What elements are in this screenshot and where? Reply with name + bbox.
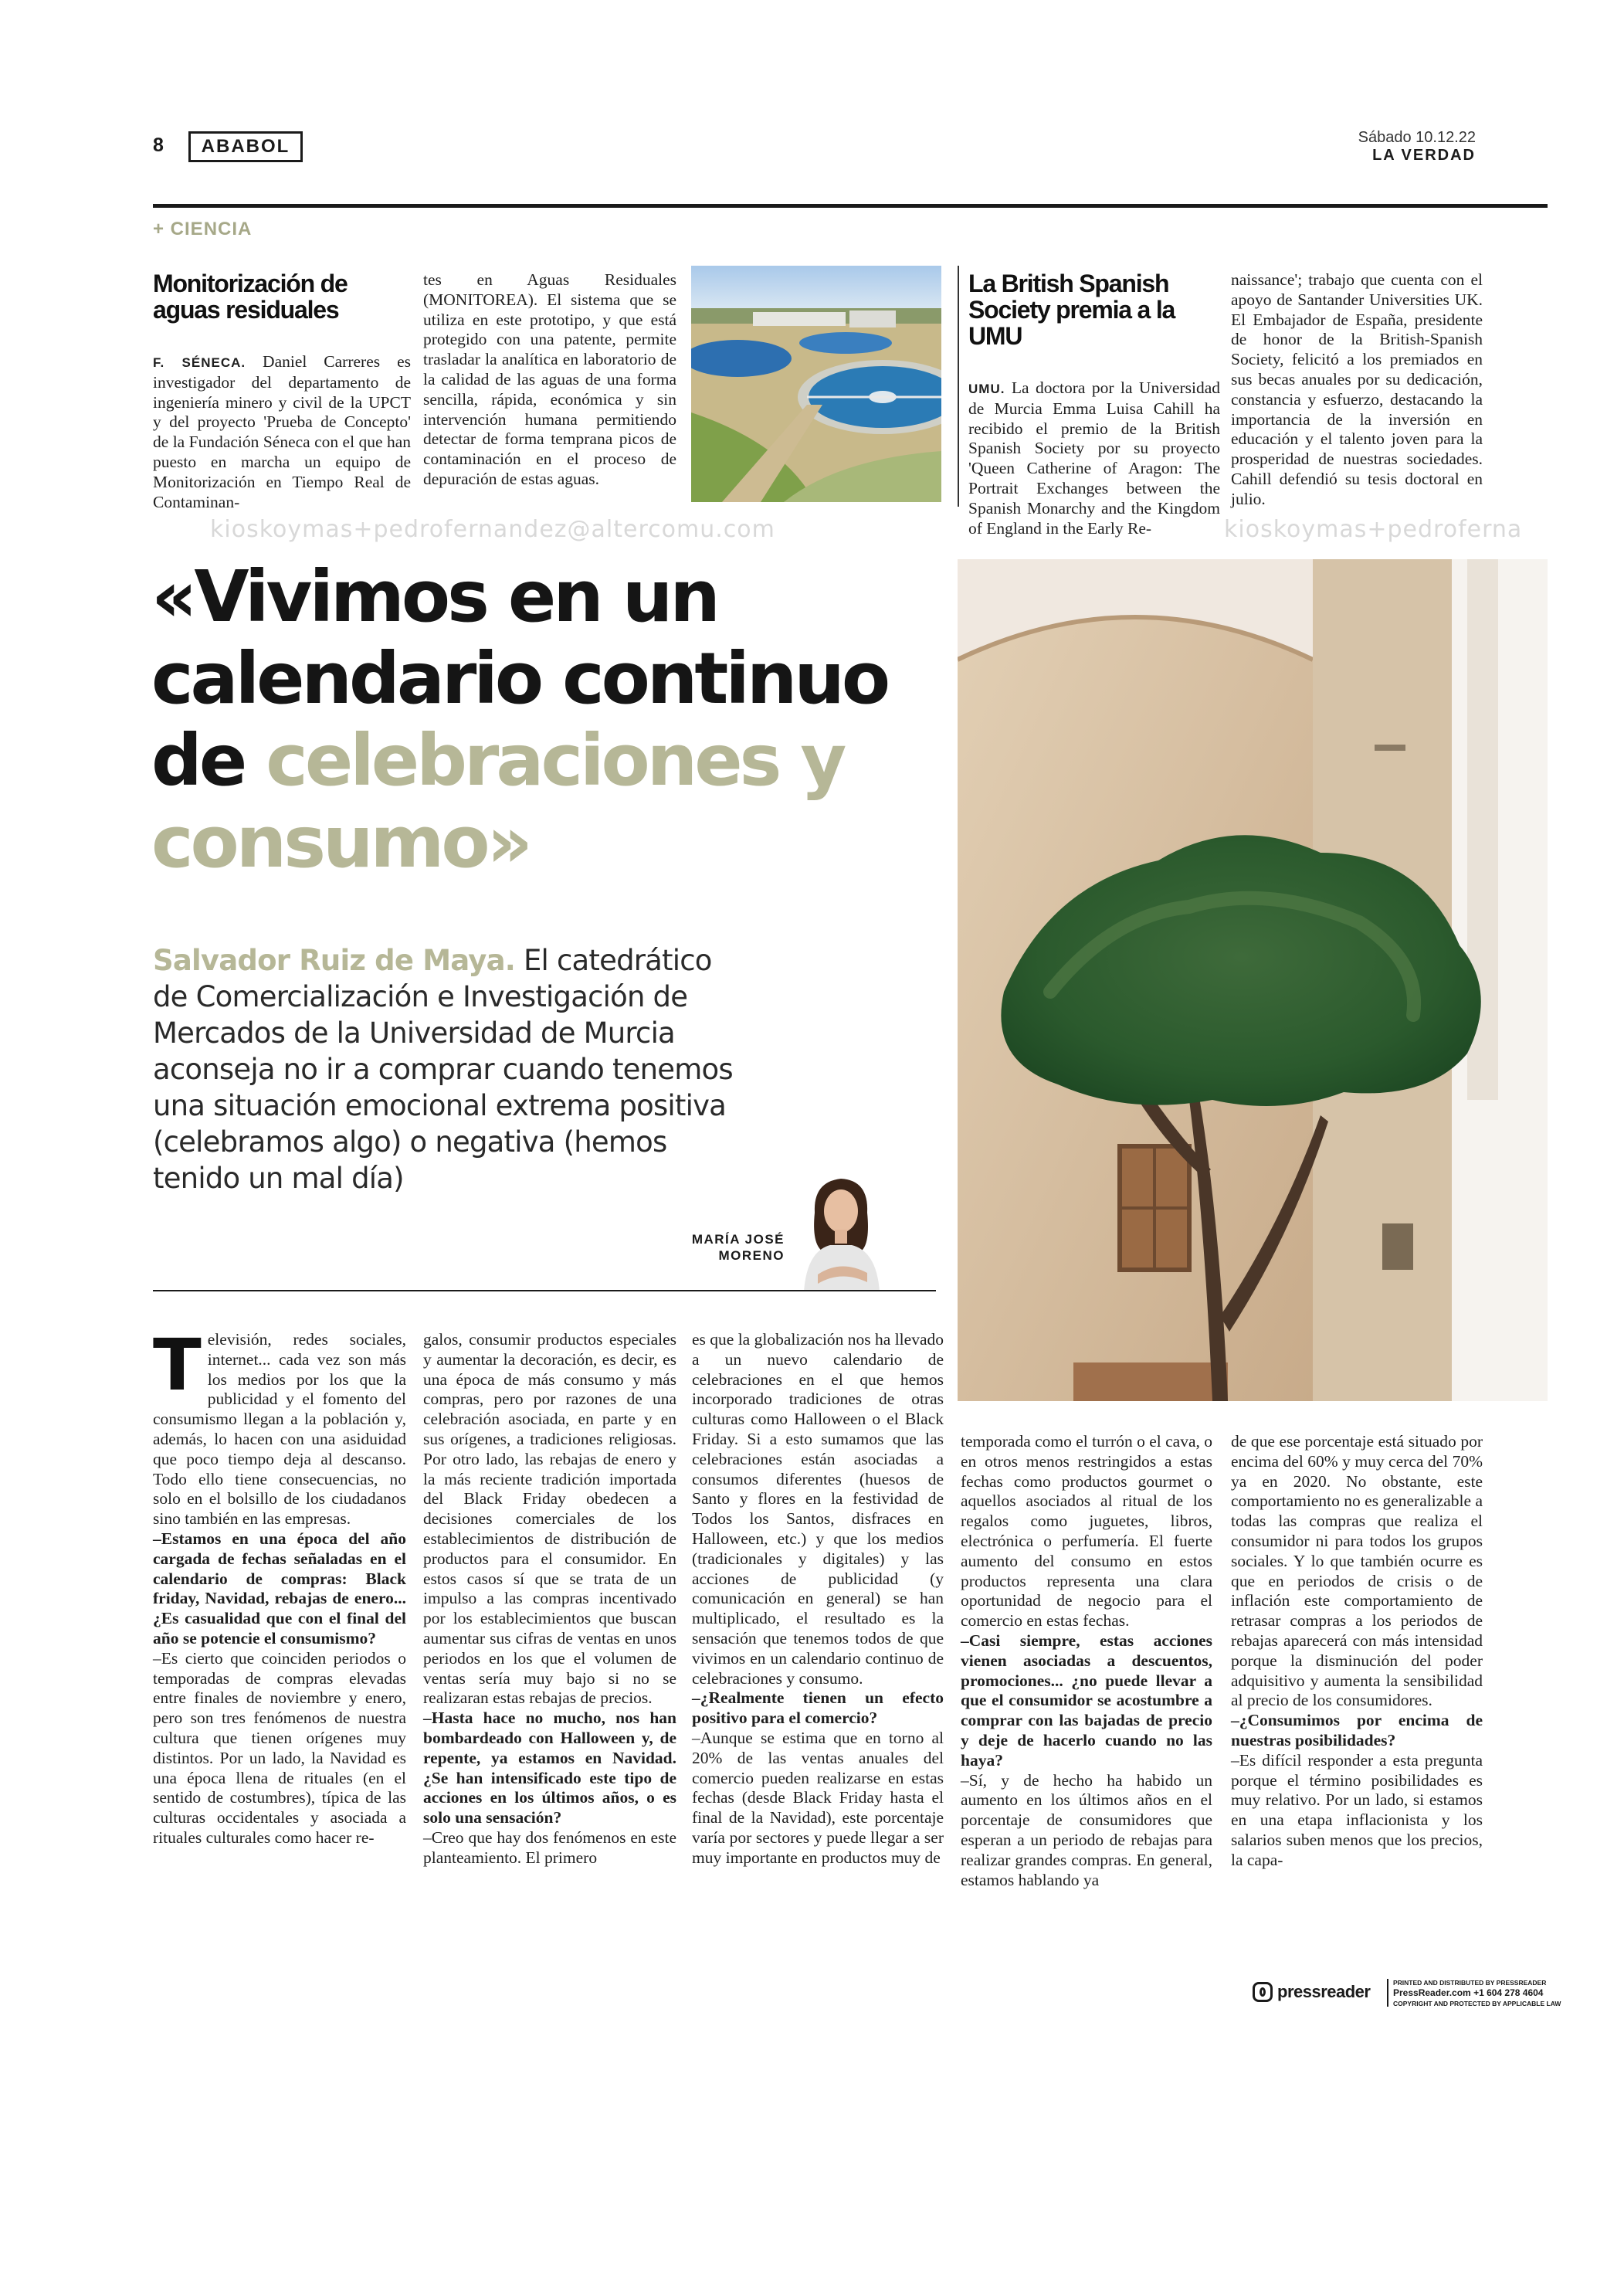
main-photo <box>958 559 1548 1401</box>
brief-british-spanish-society <box>968 270 1220 538</box>
brief-text-col1: UMU. La doctora por la Universidad de Murcia Emma Luisa Cahill ha recibido el premio de la British Spanish Society por su proyecto 'Queen Catherine of Aragon: The Portrait Exchanges between the Spanish Monarchy and the Kingdom of England in the Early Re- <box>968 378 1220 538</box>
standfirst: Salvador Ruiz de Maya. El catedrático de Comercialización e Investigación de Mercados de la Universidad de Murcia aconseja no ir a comprar cuando tenemos una situación emocional extrema positiva (celebramos algo) o negativa (hemos tenido un mal día) <box>153 944 733 1195</box>
newspaper-name: LA VERDAD <box>1372 147 1476 164</box>
page-number: 8 <box>153 134 164 156</box>
body-column-1: Televisión, redes sociales, internet... cada vez son más los medios por los que la publicidad y el fomento del consumismo llegan a la población y, además, lo hacen con una asiduidad que poco tiempo deja al descanso. Todo ello tiene consecuencias, no solo en el bolsillo de los ciudadanos sino también en las empresas. –Estamos en una época del año cargada de fechas señaladas en el calendario de compras: Black friday, Navidad, rebajas de enero... ¿Es casualidad que con el final del año se potencie el consumismo? –Es cierto que coinciden periodos o temporadas de compras elevadas entre finales de noviembre y enero, pero son tres fenómenos de nuestra cultura que tienen orígenes muy distintos. Por un lado, la Navidad es una época llena de rituales (en el sentido de costumbres), típica de las culturas occidentales y asociada a rituales culturales como hacer re- <box>153 1324 406 1847</box>
section-name: ABABOL <box>188 131 303 162</box>
wastewater-plant-image <box>691 266 941 502</box>
column-divider <box>958 266 959 507</box>
section-label: + CIENCIA <box>153 219 253 239</box>
body-column-4: temporada como el turrón o el cava, o en otros menos restringidos a estas fechas como productos gourmet o aquellos asociados al ritual de los regalos como juguetes, libros, electrónica o perfumería. El fuerte aumento del consumo en estos productos representa una clara oportunidad de negocio para el comercio en estas fechas. –Casi siempre, estas acciones vienen asociadas a descuentos, promociones... ¿no puede llevar a que el consumidor se acostumbre a comprar con las bajadas de precio y deje de hacerlo cuando no las haya? –Sí, y de hecho ha habido un aumento en los últimos años en el porcentaje de consumidores que esperan a un periodo de rebajas para realizar grandes compras. En general, estamos hablando ya <box>961 1432 1212 1889</box>
tree-building-image <box>958 559 1548 1401</box>
pressreader-logo-icon <box>1253 1982 1273 2002</box>
brief-text-col2: naissance'; trabajo que cuenta con el apoyo de Santander Universities UK. El Embajador de España, presidente de honor de la British-Spanish Society, felicitó a los premiados en sus becas anuales por su dedicación, constancia y esfuerzo, destacando la importancia de la inversión en educación y el talento joven para la prosperidad de nuestras sociedades. Cahill defendió su tesis doctoral en julio. <box>1231 270 1483 508</box>
top-rule <box>153 204 1548 208</box>
pressreader-brand: pressreader <box>1277 1982 1371 2001</box>
pressreader-footer <box>1249 1976 1561 2010</box>
pressreader-line1: PRINTED AND DISTRIBUTED BY PRESSREADER <box>1393 1979 1547 1987</box>
wastewater-plant-photo <box>691 266 941 502</box>
issue-date: Sábado 10.12.22 <box>1358 129 1476 146</box>
brief-text-col2: tes en Aguas Residuales (MONITOREA). El sistema que se utiliza en este prototipo, y que está protegido con una patente, permite trasladar la analítica en laboratorio de la calidad de las aguas de una forma sencilla, rápida, económica y sin intervención humana permitiendo detectar de forma temprana picos de contaminación en el proceso de depuración de estas aguas. <box>423 270 676 488</box>
interview-question: –Hasta hace no mucho, nos han bombardeado con Halloween y, de repente, ya estamos en Navidad. ¿Se han intensificado este tipo de acciones en los últimos años, o es solo una sensación? <box>423 1709 676 1827</box>
pressreader-line3: COPYRIGHT AND PROTECTED BY APPLICABLE LAW <box>1393 2000 1561 2007</box>
body-column-5: de que ese porcentaje está situado por encima del 60% y muy cerca del 70% ya en 2020. No obstante, este comportamiento no es generalizable a todas las compras que realiza el consumidor ni para todos los grupos sociales. Y lo que también ocurre es que en periodos de crisis o de inflación este comportamiento de retrasar compras a los periodos de rebajas aparecerá con más intensidad porque la disminución del poder adquisitivo y aumenta la sensibilidad al precio de los consumidores. –¿Consumimos por encima de nuestras posibilidades? –Es difícil responder a esta pregunta porque el término posibilidades es muy relativo. Por un lado, si estamos en una etapa inflacionista y los salarios suben menos que los precios, la capa- <box>1231 1432 1483 1869</box>
body-column-2: galos, consumir productos especiales y aumentar la decoración, es decir, es una época de más consumo y más compras, pero por razones de una celebración asociada, en parte y en sus orígenes, a tradiciones religiosas. Por otro lado, las rebajas de enero y la más reciente tradición importada del Black Friday obedecen a decisiones comerciales de los establecimientos de distribución de productos para el consumidor. En estos casos sí que se trata de un impulso a las compras incentivado por los establecimientos que buscan aumentar sus cifras de ventas en unos periodos en los que el volumen de ventas sería muy bajo si no se realizaran estas rebajas de precios. –Hasta hace no mucho, nos han bombardeado con Halloween y, de repente, ya estamos en Navidad. ¿Se han intensificado este tipo de acciones en los últimos años, o es solo una sensación? –Creo que hay dos fenómenos en este planteamiento. El primero <box>423 1330 676 1867</box>
interviewee-name: Salvador Ruiz de Maya. <box>153 944 516 977</box>
byline: UMU. <box>968 382 1005 396</box>
interview-question: –¿Realmente tienen un efecto positivo para el comercio? <box>692 1688 944 1728</box>
brief-text-col1: F. SÉNECA. Daniel Carreres es investigador del departamento de ingeniería minero y civil de la UPCT y del proyecto 'Prueba de Concepto' de la Fundación Séneca con el que han puesto en marcha un equipo de Monitorización en Tiempo Real de Contaminan- <box>153 352 411 511</box>
body-column-3: es que la globalización nos ha llevado a un nuevo calendario de celebraciones en el que hemos incorporado tradiciones de otras culturas como Halloween o el Black Friday. Si a esto sumamos que las celebraciones están asociadas a consumos diferentes (huesos de Santo y flores en la festividad de Todos los Santos, disfraces en Halloween, etc.) y que los medios (tradicionales y digitales) y las acciones de publicidad (y comunicación en general) se han multiplicado, el resultado es la sensación que tenemos todos de que vivimos en un calendario continuo de celebraciones y consumo. –¿Realmente tienen un efecto positivo para el comercio? –Aunque se estima que en torno al 20% de las ventas anuales del comercio pueden realizarse en estas fechas (desde Black Friday hasta el final de la Navidad), este porcentaje varía por sectores y puede llegar a ser muy importante en productos muy de <box>692 1330 944 1867</box>
author-photo <box>799 1166 886 1291</box>
main-headline: «Vivimos en un calendario continuo de celebraciones y consumo» <box>151 555 888 884</box>
brief-title: Monitorización de aguas residuales <box>153 270 348 324</box>
byline: F. SÉNECA. <box>153 355 246 370</box>
watermark: kioskoymas+pedrofernandez@altercomu.com <box>210 516 775 543</box>
pressreader-divider <box>1387 1979 1388 2007</box>
interview-question: –Estamos en una época del año cargada de fechas señaladas en el calendario de compras: Black friday, Navidad, rebajas de enero... ¿Es casualidad que con el final del año se potencie el consumismo? <box>153 1529 406 1648</box>
watermark: kioskoymas+pedroferna <box>1224 516 1523 543</box>
body-rule <box>153 1290 936 1291</box>
drop-cap: T <box>153 1324 202 1407</box>
brief-title: La British Spanish Society premia a la UMU <box>968 270 1175 350</box>
author-name: MARÍA JOSÉ MORENO <box>691 1232 785 1263</box>
interview-question: –Casi siempre, estas acciones vienen asociadas a descuentos, promociones... ¿no puede llevar a que el consumidor se acostumbre a comprar con las bajadas de precio y deje de hacerlo cuando no las haya? <box>961 1631 1212 1770</box>
pressreader-line2: PressReader.com +1 604 278 4604 <box>1393 1987 1544 1998</box>
brief-wastewater <box>153 270 411 512</box>
interview-question: –¿Consumimos por encima de nuestras posibilidades? <box>1231 1711 1483 1749</box>
